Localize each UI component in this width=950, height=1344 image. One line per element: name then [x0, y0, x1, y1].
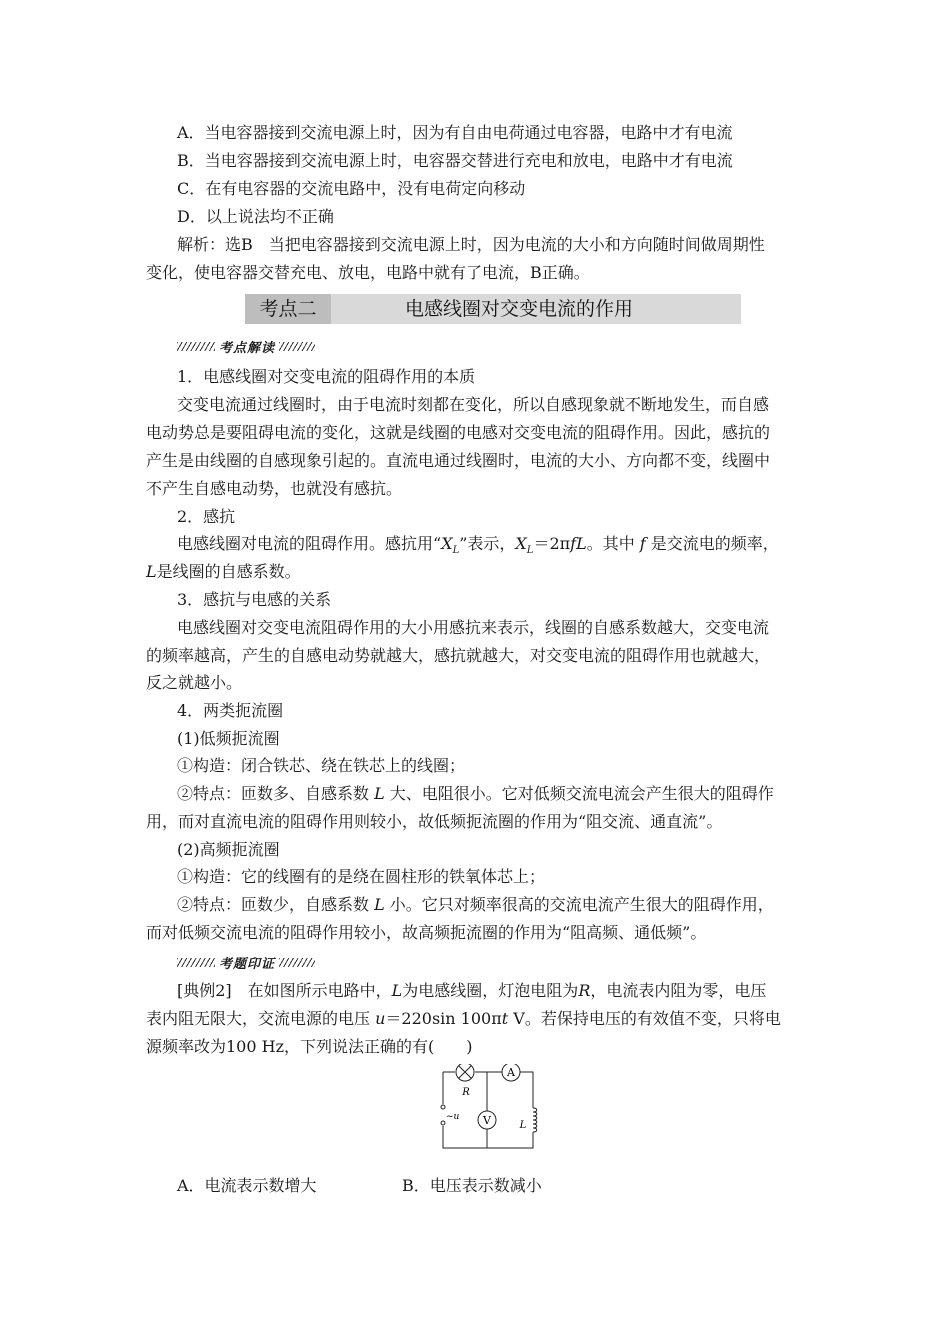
lamp-cross — [459, 1066, 472, 1079]
p2-line-2: L是线圈的自感系数。 — [146, 562, 301, 581]
p3-line-1: 电感线圈对交变电流阻碍作用的大小用感抗来表示，线圈的自感系数越大，交变电流 — [177, 618, 770, 637]
wire — [520, 1072, 533, 1108]
option-b: B．当电容器接到交流电源上时，电容器交替进行充电和放电，电路中才有电流 — [177, 151, 733, 170]
analysis-line-2: 变化，使电容器交替充电、放电，电路中就有了电流，B正确。 — [146, 263, 590, 282]
section-title: 电感线圈对交变电流的作用 — [405, 298, 634, 320]
hatch-decoration — [279, 342, 315, 351]
p4-sub-1-b2: 用，而对直流电流的阻碍作用则较小，故低频扼流圈的作用为“阻交流、通直流”。 — [146, 812, 723, 831]
p1-line-4: 不产生自感电动势，也就没有感抗。 — [146, 479, 403, 498]
p1-line-1: 交变电流通过线圈时，由于电流时刻都在变化，所以自感现象就不断地发生，而自感 — [177, 395, 770, 414]
option-d: D．以上说法均不正确 — [177, 207, 334, 226]
p4-sub-2-b1: ②特点：匝数少，自感系数 L 小。它只对频率很高的交流电流产生很大的阻碍作用， — [177, 895, 774, 914]
example-line-3: 源频率改为100 Hz，下列说法正确的有( ) — [146, 1037, 473, 1056]
p4-sub-2: (2)高频扼流圈 — [177, 840, 280, 859]
subhead-reading — [177, 338, 315, 354]
p4-sub-2-b2: 而对低频交流电流的阻碍作用较小，故高频扼流圈的作用为“阻高频、通低频”。 — [146, 923, 707, 942]
section-banner — [245, 294, 741, 324]
resistor-label: R — [462, 1087, 470, 1098]
p4-sub-2-a: ①构造：它的线圈有的是绕在圆柱形的铁氧体芯上； — [177, 867, 546, 886]
p1-title: 1．电感线圈对交变电流的阻碍作用的本质 — [177, 367, 476, 386]
source-label: ~u — [446, 1112, 460, 1122]
p4-sub-1-b1: ②特点：匝数多、自感系数 L 大、电阻很小。它对低频交流电流会产生很大的阻碍作 — [177, 784, 774, 803]
subhead-example — [177, 954, 315, 970]
p1-line-2: 电动势总是要阻碍电流的变化，这就是线圈的电感对交变电流的阻碍作用。因此，感抗的 — [146, 423, 771, 442]
option-c: C．在有电容器的交流电路中，没有电荷定向移动 — [177, 179, 526, 198]
subhead-reading-text: 考点解读 — [219, 340, 276, 356]
hatch-decoration — [279, 958, 315, 967]
inductor-coil-icon — [533, 1108, 537, 1132]
circuit-diagram — [437, 1064, 547, 1154]
hatch-decoration — [177, 342, 215, 351]
voltmeter-label: V — [483, 1114, 491, 1127]
p3-title: 3．感抗与电感的关系 — [177, 590, 332, 609]
p3-line-2: 的频率越高，产生的自感电动势就越大，感抗就越大，对交变电流的阻碍作用也就越大， — [146, 646, 771, 665]
p1-line-3: 产生是由线圈的自感现象引起的。直流电通过线圈时，电流的大小、方向都不变，线圈中 — [146, 451, 771, 470]
inductor-label: L — [519, 1120, 527, 1131]
p2-title: 2．感抗 — [177, 507, 236, 526]
example-line-2: 表内阻无限大，交流电源的电压 u＝220sin 100πt V。若保持电压的有效值不变，只将电 — [146, 1009, 781, 1028]
ammeter-label: A — [507, 1066, 515, 1079]
hatch-decoration — [177, 958, 215, 967]
p4-sub-1-a: ①构造：闭合铁芯、绕在铁芯上的线圈； — [177, 756, 466, 775]
example-line-1: [典例2] 在如图所示电路中，L为电感线圈，灯泡电阻为R，电流表内阻为零，电压 — [177, 981, 767, 1000]
p4-sub-1: (1)低频扼流圈 — [177, 729, 280, 748]
option-a: A．当电容器接到交流电源上时，因为有自由电荷通过电容器，电路中才有电流 — [177, 123, 733, 142]
p2-line-1: 电感线圈对电流的阻碍作用。感抗用“$X_L$”表示，$X_L=2\pi fL$。其中 f 是交流电的频率， — [177, 534, 779, 557]
p3-line-3: 反之就越小。 — [146, 673, 243, 692]
terminal-icon — [441, 1121, 445, 1125]
p4-title: 4．两类扼流圈 — [177, 701, 284, 720]
example-option-a: A．电流表示数增大 — [177, 1176, 317, 1195]
subhead-example-text: 考题印证 — [219, 956, 276, 972]
analysis-line-1: 解析：选B 当把电容器接到交流电源上时，因为电流的大小和方向随时间做周期性 — [177, 235, 765, 254]
section-label: 考点二 — [245, 294, 331, 324]
terminal-icon — [441, 1105, 445, 1109]
example-option-b: B．电压表示数减小 — [402, 1176, 542, 1195]
